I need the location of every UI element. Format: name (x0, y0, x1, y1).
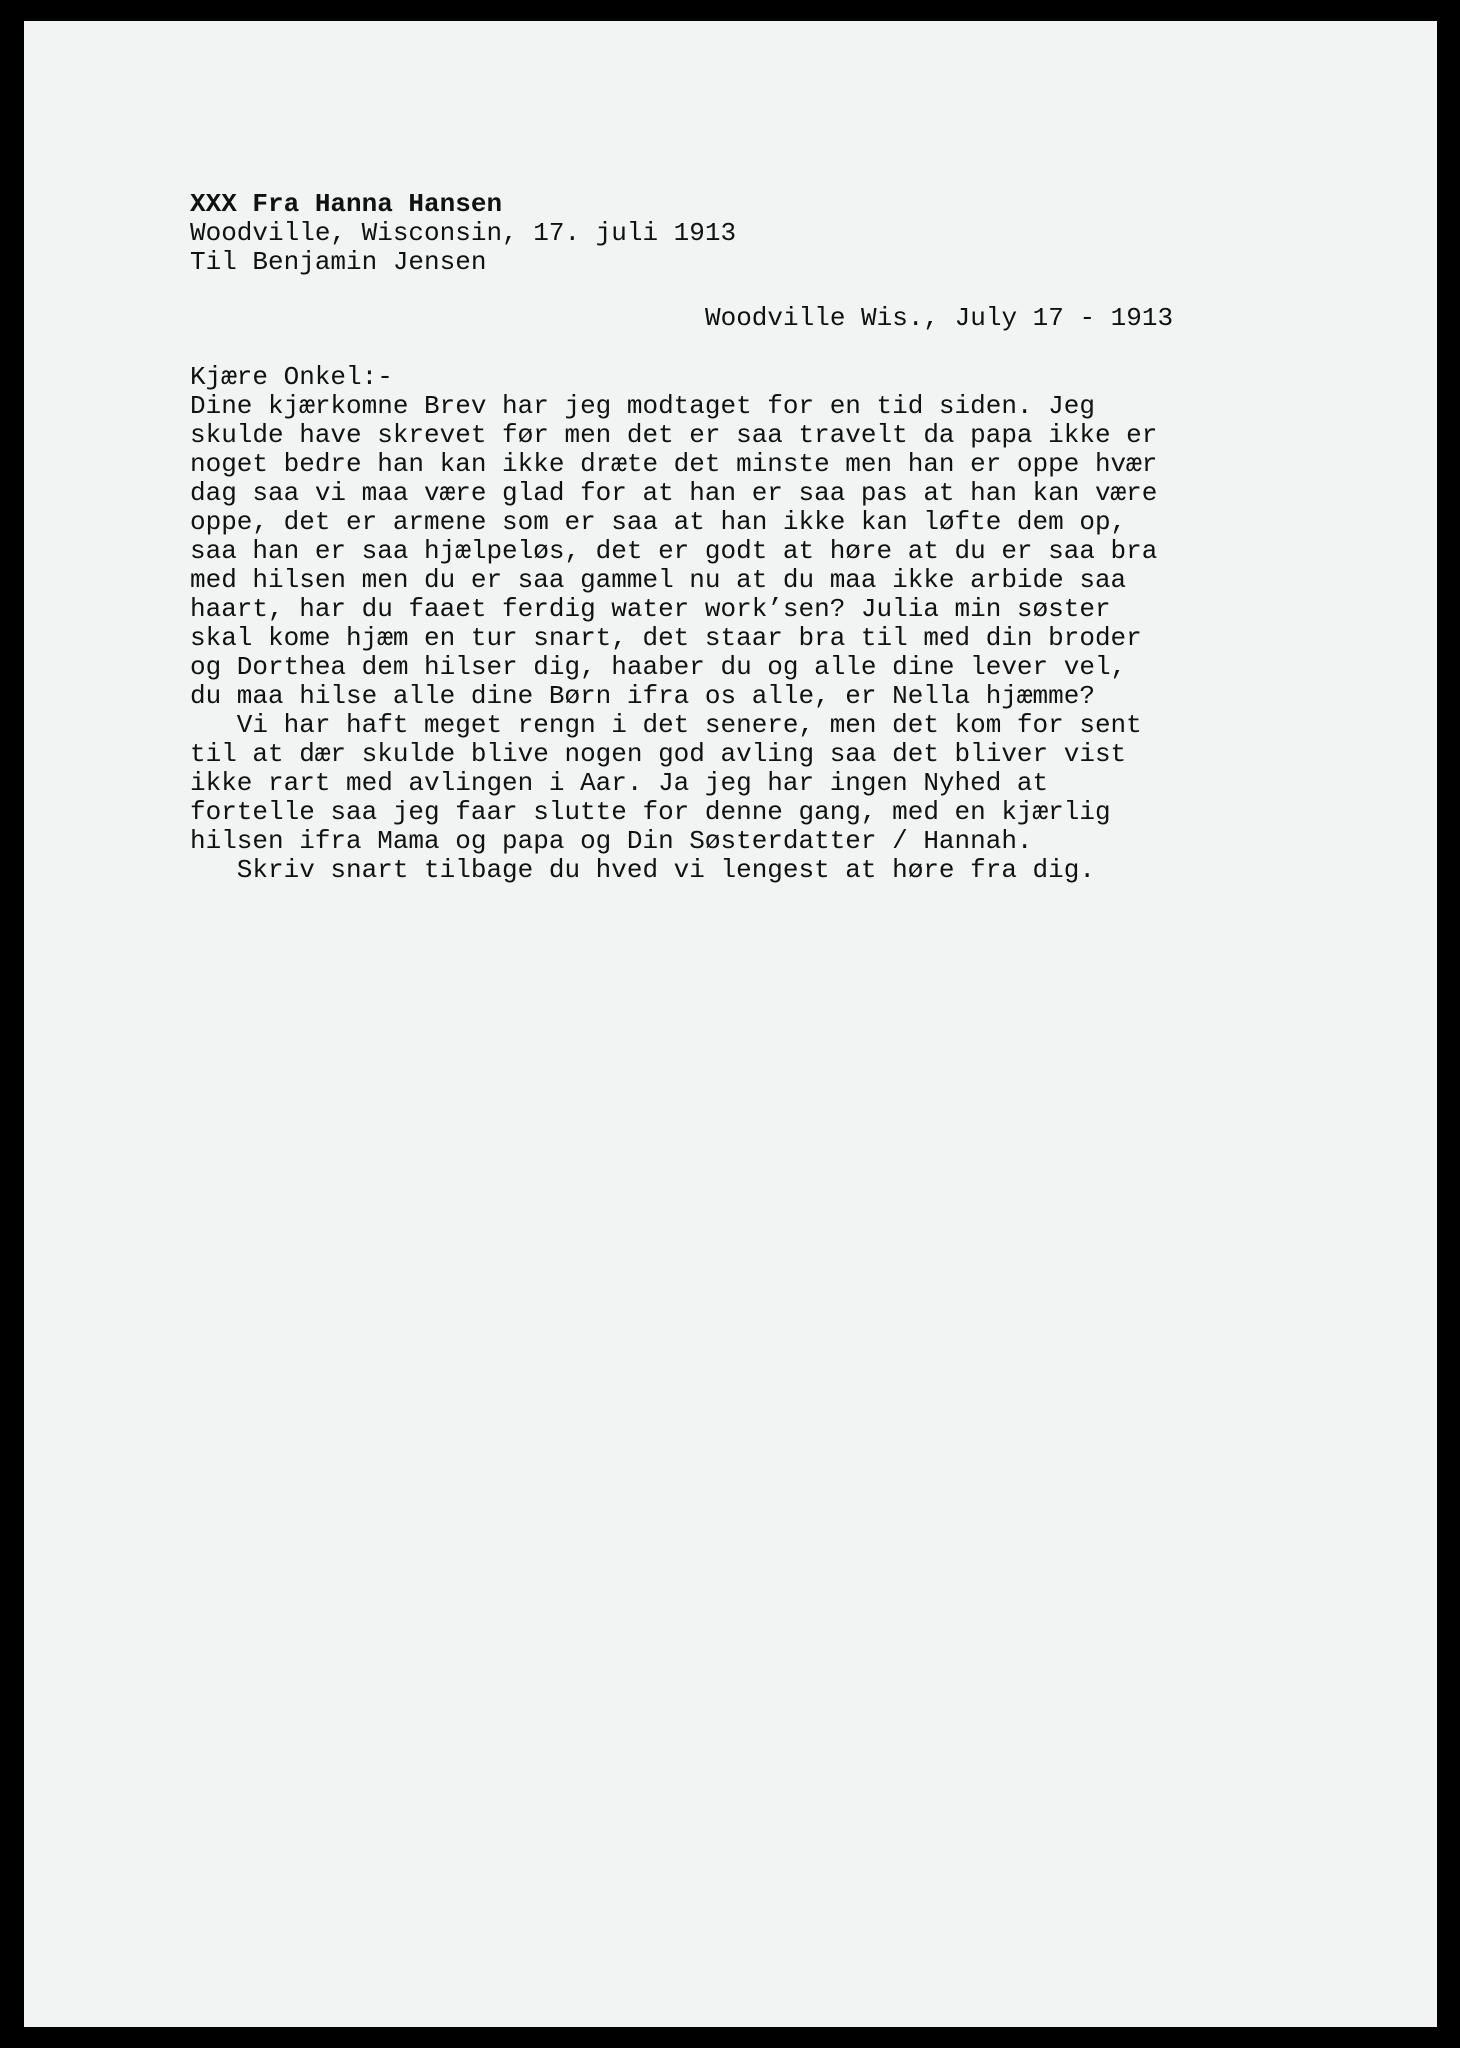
letter-body-line: dag saa vi maa være glad for at han er saa pas at han kan være (190, 478, 1158, 508)
letter-body-line: du maa hilse alle dine Børn ifra os alle, er Nella hjæmme? (190, 681, 1095, 711)
document-title: XXX Fra Hanna Hansen (190, 189, 503, 219)
place-date-line: Woodville, Wisconsin, 17. juli 1913 (190, 218, 737, 248)
letter-dateline: Woodville Wis., July 17 - 1913 (705, 303, 1174, 333)
letter-body-line: oppe, det er armene som er saa at han ikke kan løfte dem op, (190, 507, 1127, 537)
letter-body-line: skal kome hjæm en tur snart, det staar bra til med din broder (190, 623, 1142, 653)
letter-body-line: og Dorthea dem hilser dig, haaber du og alle dine lever vel, (190, 652, 1127, 682)
letter-body-line: haart, har du faaet ferdig water work’sen? Julia min søster (190, 594, 1111, 624)
letter-body-line: Skriv snart tilbage du hved vi lengest at høre fra dig. (190, 855, 1095, 885)
letter-body-line: skulde have skrevet før men det er saa travelt da papa ikke er (190, 420, 1158, 450)
letter-body-line: fortelle saa jeg faar slutte for denne gang, med en kjærlig (190, 797, 1111, 827)
letter-body-line: hilsen ifra Mama og papa og Din Søsterdatter / Hannah. (190, 826, 1033, 856)
letter-salutation: Kjære Onkel:- (190, 362, 393, 392)
letter-body-line: ikke rart med avlingen i Aar. Ja jeg har ingen Nyhed at (190, 768, 1049, 798)
letter-body-line: saa han er saa hjælpeløs, det er godt at høre at du er saa bra (190, 536, 1158, 566)
letter-body-line: Vi har haft meget rengn i det senere, men det kom for sent (190, 710, 1142, 740)
letter-body-line: med hilsen men du er saa gammel nu at du maa ikke arbide saa (190, 565, 1127, 595)
recipient-line: Til Benjamin Jensen (190, 247, 487, 277)
letter-body-line: til at dær skulde blive nogen god avling saa det bliver vist (190, 739, 1127, 769)
letter-body-line: Dine kjærkomne Brev har jeg modtaget for en tid siden. Jeg (190, 391, 1095, 421)
letter-body-line: noget bedre han kan ikke dræte det minste men han er oppe hvær (190, 449, 1158, 479)
